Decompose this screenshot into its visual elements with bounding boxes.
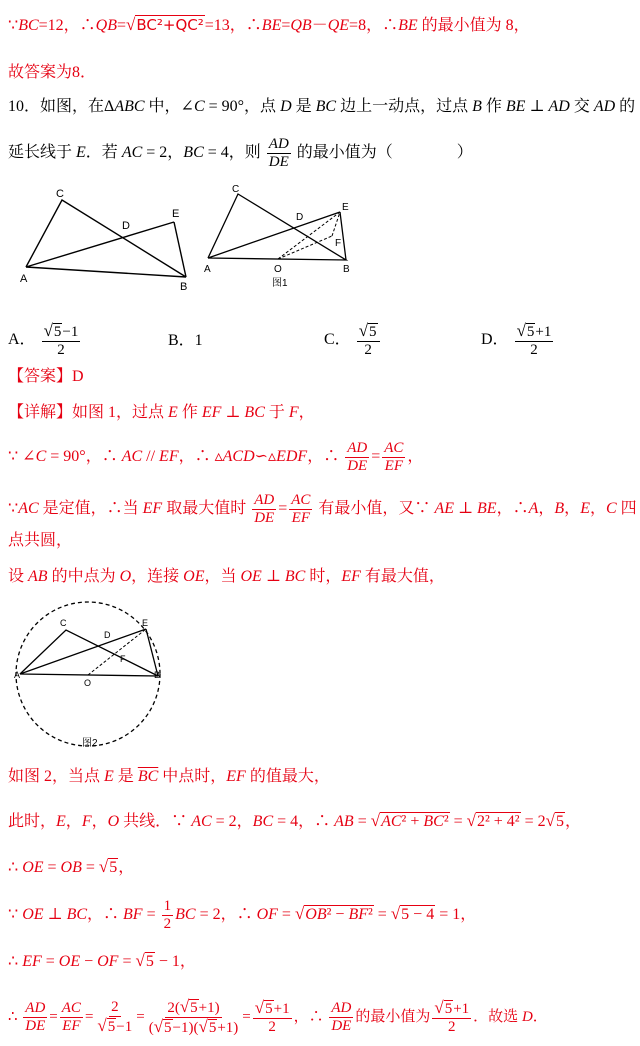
detail-line-4: 点共圆， — [8, 532, 73, 549]
fig-b-label-a: A — [204, 264, 211, 275]
option-b: B．1 — [168, 332, 203, 349]
fig-b-label-o: O — [274, 264, 282, 275]
detail-line-8: ∴ OE = OB = √5， — [8, 857, 135, 876]
fig2-label-f: F — [120, 654, 126, 664]
detail-line-7: 此时，E，F，O 共线．∵ AC = 2，BC = 4，∴ AB = √AC² + BC² = √2² + 4² = 2√5， — [8, 811, 581, 830]
question-line-1: 10．如图，在ΔABC 中，∠C = 90°，点 D 是 BC 边上一动点，过点 B 作 BE ⊥ AD 交 AD 的 — [8, 98, 636, 115]
fig-b-label-b: B — [343, 264, 350, 275]
fig-a-label-a: A — [20, 273, 28, 285]
fig2-label-a: A — [14, 670, 21, 680]
fig2-label-e: E — [142, 618, 149, 628]
detail-line-1: 【详解】如图 1，过点 E 作 EF ⊥ BC 于 F， — [8, 404, 315, 421]
fig2-label-c: C — [60, 618, 67, 628]
fig2-label-o: O — [84, 678, 92, 688]
fig2-caption: 图2 — [82, 738, 98, 749]
fig2-label-d: D — [104, 630, 111, 640]
answer-figure-2 — [8, 596, 178, 752]
detail-line-2: ∵ ∠C = 90°，∴ AC // EF，∴ ▵ACD∽▵EDF，∴ $\frac{AD}{DE}$ = $\frac{AC}{EF}$ ， — [8, 440, 424, 474]
detail-line-10: ∴ EF = OE − OF = √5 − 1， — [8, 951, 196, 970]
detail-line-6: 如图 2，当点 E 是 $\overline{BC}$ 中点时，EF 的值最大， — [8, 768, 330, 785]
question-figure-b — [200, 182, 370, 292]
fig-a-label-b: B — [180, 281, 188, 293]
question-number: 10． — [8, 98, 41, 115]
fig-a-label-e: E — [172, 208, 180, 220]
prev-answer-line-1: ∵BC=12，∴QB=√BC²+QC²=13，∴BE=QB－QE=8，∴BE 的最小值为 8， — [8, 15, 530, 34]
answer-label: 【答案】D — [8, 368, 84, 385]
question-figure-a — [14, 182, 204, 297]
fig2-label-b: B — [154, 670, 161, 680]
question-line-2: 延长线于 E．若 AC = 2，BC = 4，则 $\frac{AD}{DE}$ 的最小值为（ ） — [8, 136, 473, 170]
option-d: D． $\frac{√5+1}{2}$ — [481, 321, 552, 358]
fig-a-label-d: D — [122, 220, 130, 232]
detail-line-5: 设 AB 的中点为 O，连接 OE，当 OE ⊥ BC 时，EF 有最大值， — [8, 568, 445, 585]
option-a: A． $\frac{√5-1}{2}$ — [8, 321, 79, 358]
fig-b-label-d: D — [296, 212, 304, 223]
detail-line-9: ∵ OE ⊥ BC，∴ BF = $\frac{1}{2}$ BC = 2，∴ OF = √OB² − BF² = √5 − 4 = 1， — [8, 898, 477, 932]
detail-label: 【详解】 — [8, 404, 73, 421]
detail-line-3: ∵AC 是定值，∴当 EF 取最大值时 $\frac{AD}{DE}$ = $\frac{AC}{EF}$ 有最小值，又∵ AE ⊥ BE，∴A，B，E，C 四 — [8, 492, 637, 526]
fig-b-label-c: C — [232, 184, 240, 195]
fig-b-caption: 图1 — [272, 278, 288, 289]
fig-a-label-c: C — [56, 188, 64, 200]
fig-b-label-f: F — [335, 238, 342, 249]
fig-b-label-e: E — [342, 202, 349, 213]
detail-line-11: ∴ $\frac{AD}{DE}$ = $\frac{AC}{EF}$ = $\frac{2}{√5-1}$ = $\frac{2(√5+1)}{(√5-1)(√5+1)}$ = $\frac{√5+1}{2}$ ，∴ $\frac{AD}{DE}$ 的最小值为 $\frac{√5+1}{2}$ ．故选 D． — [8, 997, 548, 1036]
option-c: C． $\frac{√5}{2}$ — [324, 322, 382, 359]
prev-answer-line-2: 故答案为8． — [8, 64, 97, 81]
